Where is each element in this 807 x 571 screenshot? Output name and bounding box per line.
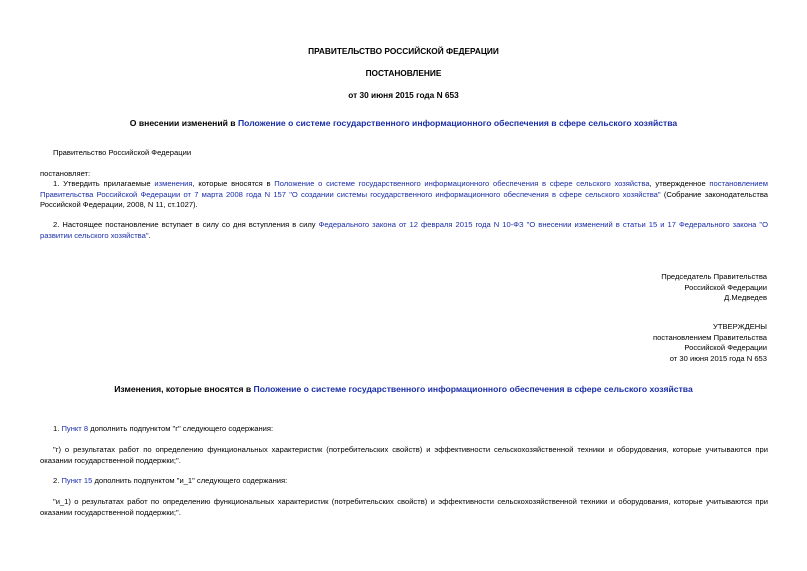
government-header: ПРАВИТЕЛЬСТВО РОССИЙСКОЙ ФЕДЕРАЦИИ: [308, 46, 499, 56]
change-2-link[interactable]: Пункт 15: [61, 476, 93, 485]
signature-position: Председатель Правительства: [661, 272, 767, 281]
approved-date: от 30 июня 2015 года N 653: [669, 353, 767, 363]
document-title-prefix: О внесении изменений в: [129, 118, 238, 128]
p1-text-d: (Собрание законодательства Российской Федерации, 2008, N 11, ст.1027).: [40, 189, 768, 209]
signature-block: [661, 272, 767, 304]
p1-text-a: 1. Утвердить прилагаемые: [53, 179, 155, 188]
change-1-quote: [40, 445, 768, 466]
government-name-text: Правительство Российской Федерации: [53, 148, 192, 157]
decrees-label: постановляет:: [40, 169, 91, 178]
change-1: [40, 424, 768, 435]
change-2-quote: [40, 497, 768, 518]
change-1-quote-text: "г) о результатах работ по определению функциональных характеристик (потребительских свойств) и эффективности сельскохозяйственной техники и оборудования, которые учитываются при оказании государственной поддержки;".: [40, 445, 768, 465]
p1-resolution-link[interactable]: постановлением Правительства Российской Федерации от 7 марта 2008 года N 157 "О создании системы государственного информационного обеспечения в сфере сельского хозяйства": [40, 179, 768, 199]
changes-title-link[interactable]: Положение о системе государственного информационного обеспечения в сфере сельского хозяйства: [253, 384, 693, 394]
paragraph-2: [40, 220, 768, 241]
government-name: [40, 148, 768, 159]
change-2: [40, 476, 768, 487]
signature-name: Д.Медведев: [724, 293, 767, 302]
p1-text-b: , которые вносятся в: [192, 179, 275, 188]
change-1-text: дополнить подпунктом "г" следующего содержания:: [88, 424, 274, 433]
approved-block: [653, 322, 767, 364]
p2-text-b: .: [148, 230, 151, 240]
change-1-link[interactable]: Пункт 8: [61, 424, 89, 433]
approved-country: Российской Федерации: [684, 343, 767, 352]
p1-regulation-link[interactable]: Положение о системе государственного информационного обеспечения в сфере сельского хозяйства: [274, 179, 650, 188]
approved-label: УТВЕРЖДЕНЫ: [713, 322, 767, 331]
change-1-number: 1.: [53, 424, 62, 433]
change-2-text: дополнить подпунктом "и_1" следующего содержания:: [92, 476, 288, 485]
paragraph-1: [40, 179, 768, 211]
signature-country: Российской Федерации: [684, 282, 767, 292]
document-type: ПОСТАНОВЛЕНИЕ: [365, 68, 442, 78]
approved-resolution: постановлением Правительства: [652, 332, 767, 342]
document-date-number: от 30 июня 2015 года N 653: [348, 90, 459, 100]
changes-title: [0, 384, 807, 395]
document-title: [0, 118, 807, 129]
p2-text-a: 2. Настоящее постановление вступает в силу со дня вступления в силу: [53, 220, 319, 229]
document-title-link[interactable]: Положение о системе государственного информационного обеспечения в сфере сельского хозяйства: [237, 118, 678, 128]
p1-changes-link[interactable]: изменения: [154, 179, 193, 188]
change-2-quote-text: "и_1) о результатах работ по определению функциональных характеристик (потребительских свойств) и эффективности сельскохозяйственной техники и оборудования, которые учитываются при оказании государственной поддержки;".: [40, 497, 768, 517]
changes-title-prefix: Изменения, которые вносятся в: [114, 384, 254, 394]
p1-text-c: , утвержденное: [649, 179, 710, 188]
change-2-number: 2.: [53, 476, 62, 485]
p2-federal-law-link[interactable]: Федерального закона от 12 февраля 2015 года N 10-ФЗ "О внесении изменений в статьи 15 и 17 Федерального закона "О развитии сельского хозяйства": [40, 220, 768, 240]
